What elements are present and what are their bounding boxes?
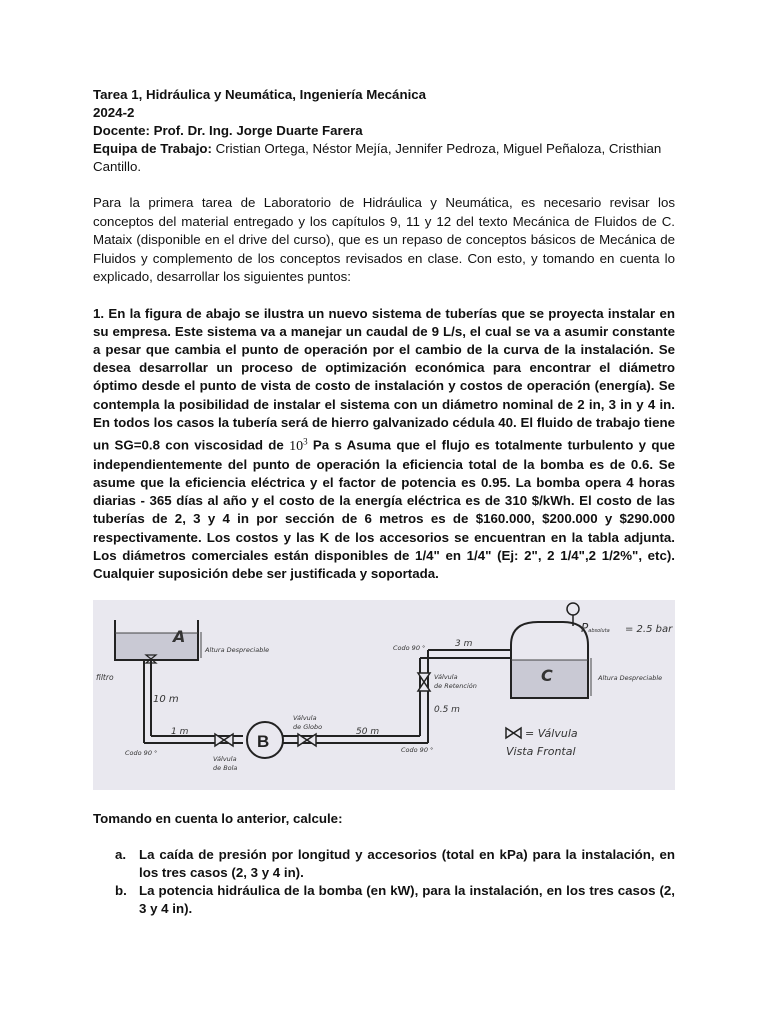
list-item [93, 882, 675, 918]
valve-legend-label: = Válvula [525, 727, 578, 741]
intro-paragraph: Para la primera tarea de Laboratorio de Hidráulica y Neumática, es necesario revisar los conceptos del material entregado y los capítulos 9, 11 y 12 del texto Mecánica de Fluidos de C. Mataix (disponible en el drive del curso), que es un repaso de conceptos básicos de Mecánica de Fluidos y complemento de los conceptos revisados en clase. Con esto, y tomando en cuenta lo explicado, desarrollar los siguientes puntos: [93, 195, 675, 284]
globe-valve-line1: Válvula [293, 714, 317, 723]
elbow-top-label: Codo 90 ° [393, 644, 426, 653]
title-line: Tarea 1, Hidráulica y Neumática, Ingeniería Mecánica [93, 87, 427, 102]
document-page [93, 86, 675, 918]
calculate-heading: Tomando en cuenta lo anterior, calcule: [93, 811, 343, 827]
task-list [93, 846, 675, 918]
length-3m: 3 m [455, 639, 473, 650]
length-05m: 0.5 m [434, 705, 460, 716]
tank-a [115, 620, 198, 660]
list-item [93, 846, 675, 882]
question-1-paragraph [93, 305, 675, 584]
elbow-bottom-right-label: Codo 90 ° [401, 746, 434, 755]
pump-label: B [257, 732, 270, 752]
valve-legend-icon [506, 728, 521, 738]
piping-system-figure [93, 600, 675, 790]
question-1-part1: 1. En la figura de abajo se ilustra un nuevo sistema de tuberías que se proyecta instalar en su empresa. Este sistema va a manejar un caudal de 9 L/s, el cual se va a asumir constante a pesar que cambia el punto de operación por el cambio de la curva de la instalación. Se desea desarrollar un proceso de optimización económica para encontrar el diámetro óptimo desde el punto de vista de costo de instalación y costos de operación (energía). Se contempla la posibilidad de instalar el sistema con un diámetro nominal de 2 in, 3 in y 4 in. En todos los casos la tubería será de hierro galvanizado cédula 40. El fluido de trabajo tiene un SG=0.8 con viscosidad de [93, 305, 675, 453]
length-50m: 50 m [356, 727, 380, 738]
list-marker: a. [115, 847, 127, 863]
teacher-line: Docente: Prof. Dr. Ing. Jorge Duarte Farera [93, 123, 363, 138]
pressure-symbol: Pabsoluta [581, 621, 610, 636]
tank-c [511, 622, 588, 698]
pump-b [247, 722, 283, 758]
front-view-label: Vista Frontal [506, 745, 576, 759]
piping-diagram [93, 600, 675, 790]
list-marker: b. [115, 883, 127, 899]
team-label: Equipa de Trabajo: [93, 141, 212, 156]
list-item-text: La potencia hidráulica de la bomba (en kW), para la instalación, en los tres casos (2, 3 y 4 in). [139, 883, 675, 917]
header-block [93, 86, 675, 176]
team-members: Cristian Ortega, Néstor Mejía, Jennifer Pedroza, Miguel Peñaloza, Cristhian Cantillo. [93, 141, 662, 174]
tank-c-label: C [541, 666, 553, 686]
team-line [93, 140, 675, 176]
question-1-part2: Pa s Asuma que el flujo es totalmente turbulento y que independientemente del punto de operación la eficiencia total de la bomba es de 0.6. Se asume que la eficiencia eléctrica y el factor de potencia es 0.95. La bomba opera 4 horas diarias - 365 días al año y el costo de la energía eléctrica es de 310 $/kWh. El costo de las tuberías de 2, 3 y 4 in por sección de 6 metros es de $160.000, $200.000 y $290.000 respectivamente. Los costos y las K de los accesorios se encuentran en la tabla adjunta. Los diámetros comerciales están disponibles de 1/4" en 1/4" (Ej: 2", 2 1/4",2 1/2%", etc). Cualquier suposición debe ser justificada y soportada. [93, 437, 675, 581]
list-item-text: La caída de presión por longitud y accesorios (total en kPa) para la instalación, en los tres casos (2, 3 y 4 in). [139, 847, 675, 881]
check-valve-line1: Válvula [434, 673, 458, 682]
filter-label: filtro [96, 673, 114, 683]
tank-a-height-note: Altura Despreciable [205, 646, 270, 655]
length-1m: 1 m [171, 727, 189, 738]
pressure-value: = 2.5 bar [625, 624, 673, 636]
viscosity-exponent: 3 [303, 435, 308, 446]
viscosity-value: $10^3$ [289, 435, 308, 454]
tank-c-height-note: Altura Despreciable [598, 674, 663, 683]
globe-valve-line2: de Globo [293, 723, 323, 732]
ball-valve-line1: Válvula [213, 755, 237, 764]
elbow-bottom-left-label: Codo 90 ° [125, 749, 158, 758]
semester-line: 2024-2 [93, 105, 135, 120]
ball-valve-line2: de Bola [213, 764, 238, 773]
check-valve-line2: de Retención [434, 682, 477, 691]
tank-a-label: A [173, 627, 186, 647]
length-10m: 10 m [153, 694, 179, 706]
